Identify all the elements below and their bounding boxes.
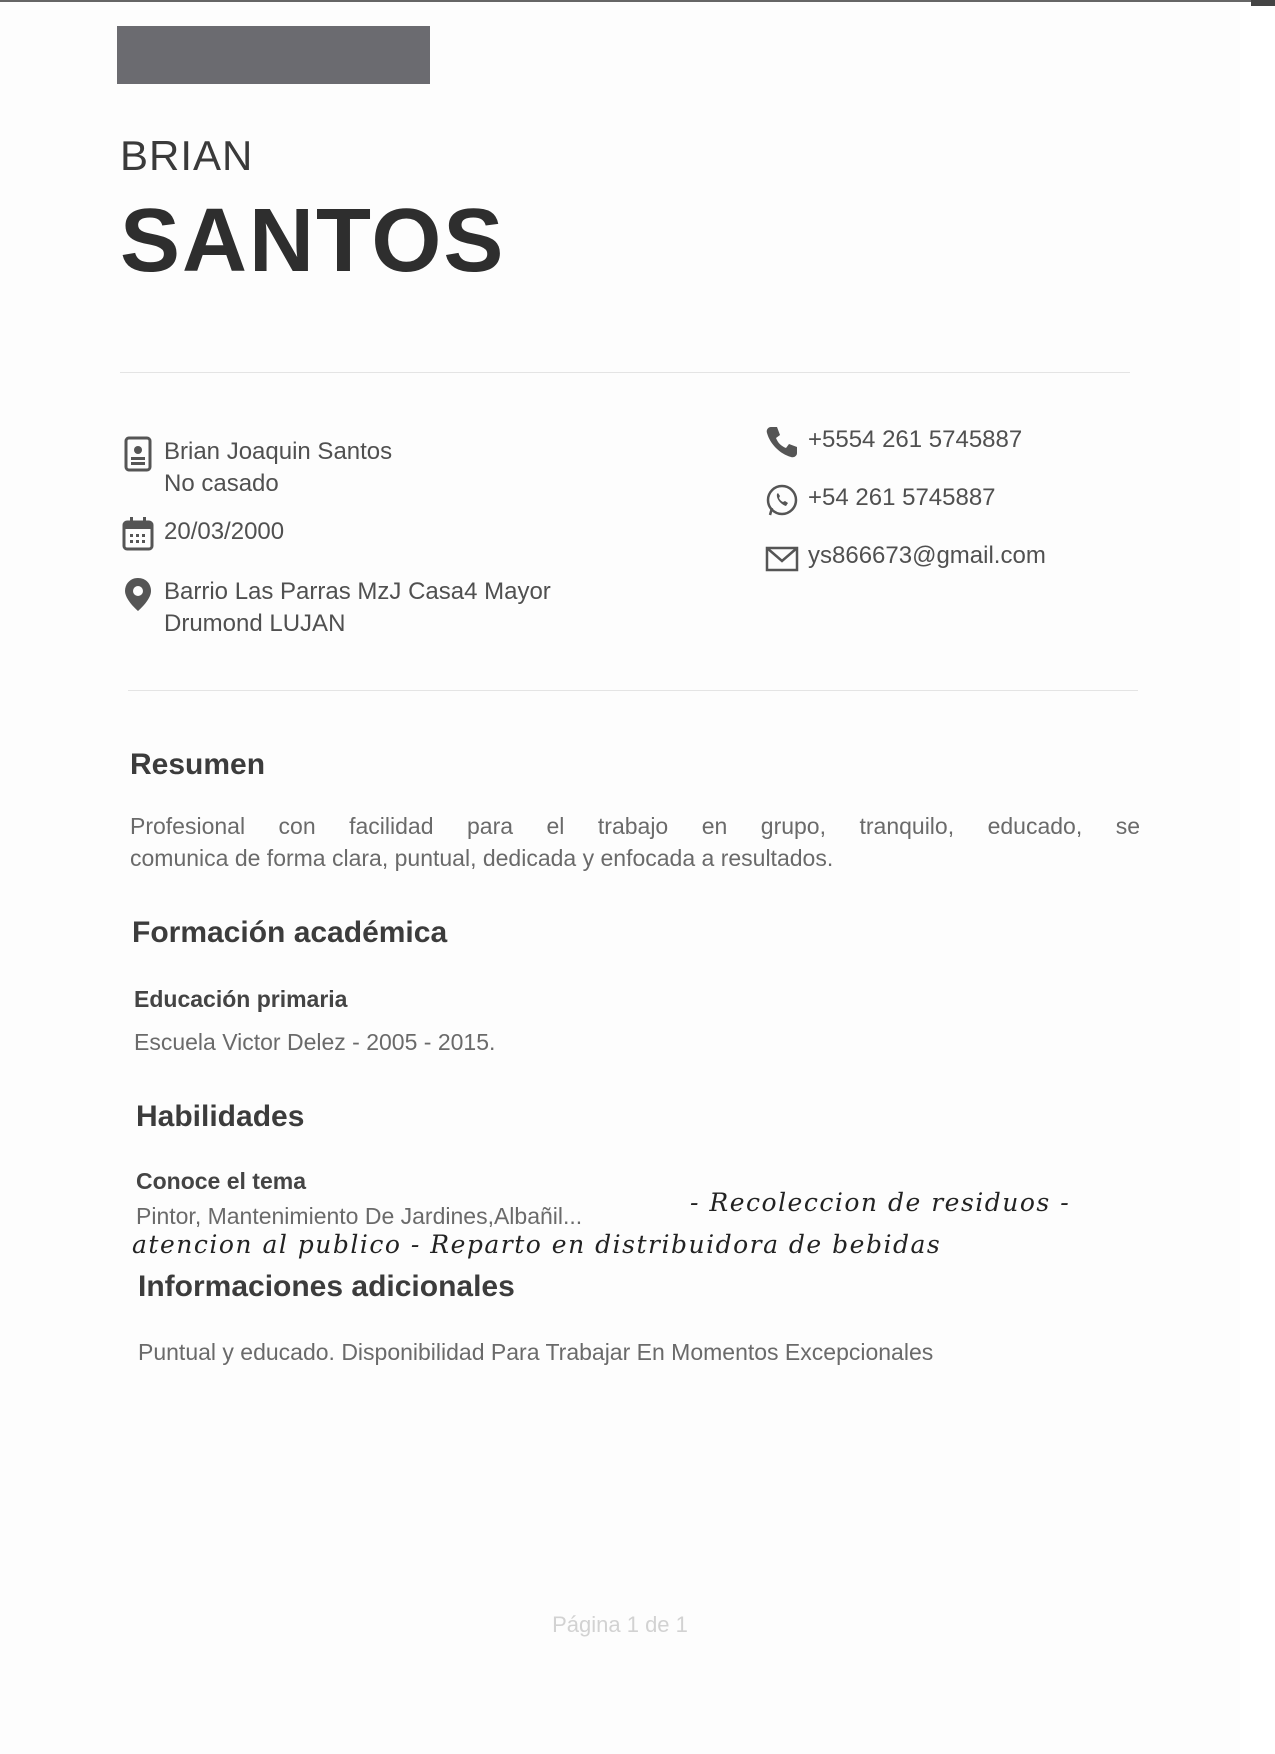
birth-date-row: [120, 516, 284, 552]
birth-date: 20/03/2000: [164, 518, 285, 545]
redacted-bar: [117, 26, 430, 84]
location-pin-icon: [120, 576, 156, 612]
phone-number: +5554 261 5745887: [808, 426, 1023, 453]
first-name: BRIAN: [120, 132, 254, 179]
whatsapp-icon: [764, 482, 800, 518]
skills-subtitle: Conoce el tema: [136, 1168, 306, 1194]
page-number: Página 1 de 1: [552, 1612, 688, 1637]
summary-title: Resumen: [130, 748, 266, 781]
phone-icon: [764, 424, 800, 460]
address-line-2: Drumond LUJAN: [164, 610, 346, 637]
additional-title: Informaciones adicionales: [138, 1270, 515, 1303]
email-row: [764, 540, 1046, 576]
summary-text: [130, 810, 1140, 874]
whatsapp-number: +54 261 5745887: [808, 484, 996, 511]
last-name: SANTOS: [120, 191, 506, 291]
skills-title: Habilidades: [136, 1100, 305, 1133]
marital-status: No casado: [164, 470, 279, 497]
address-line-1: Barrio Las Parras MzJ Casa4 Mayor: [164, 578, 551, 605]
divider-bottom: [128, 690, 1138, 691]
education-title: Formación académica: [132, 916, 448, 949]
whatsapp-row: [764, 482, 996, 518]
summary-text-line-2: comunica de forma clara, puntual, dedicada y enfocada a resultados.: [130, 845, 834, 871]
summary-text-line-1: Profesional con facilidad para el trabajo en grupo, tranquilo, educado, se: [130, 813, 1140, 839]
id-card-icon: [120, 436, 156, 472]
additional-text: Puntual y educado. Disponibilidad Para Trabajar En Momentos Excepcionales: [138, 1339, 934, 1365]
education-level: Educación primaria: [134, 986, 348, 1012]
divider-top: [120, 372, 1130, 373]
scan-edge: [0, 0, 1275, 2]
email-address: ys866673@gmail.com: [808, 542, 1046, 569]
calendar-icon: [120, 516, 156, 552]
skills-handwritten-line-2: atencion al publico - Reparto en distribuidora de bebidas: [132, 1230, 942, 1259]
skills-handwritten-line-1: - Recoleccion de residuos -: [690, 1188, 1071, 1217]
education-detail: Escuela Victor Delez - 2005 - 2015.: [134, 1029, 496, 1055]
full-name-row: [120, 436, 392, 500]
address-row: [120, 576, 551, 640]
envelope-icon: [764, 540, 800, 576]
phone-row: [764, 424, 1022, 460]
scan-edge-mark: [1251, 0, 1275, 6]
skills-printed: Pintor, Mantenimiento De Jardines,Albañil...: [136, 1203, 583, 1229]
full-name: Brian Joaquin Santos: [164, 438, 393, 465]
